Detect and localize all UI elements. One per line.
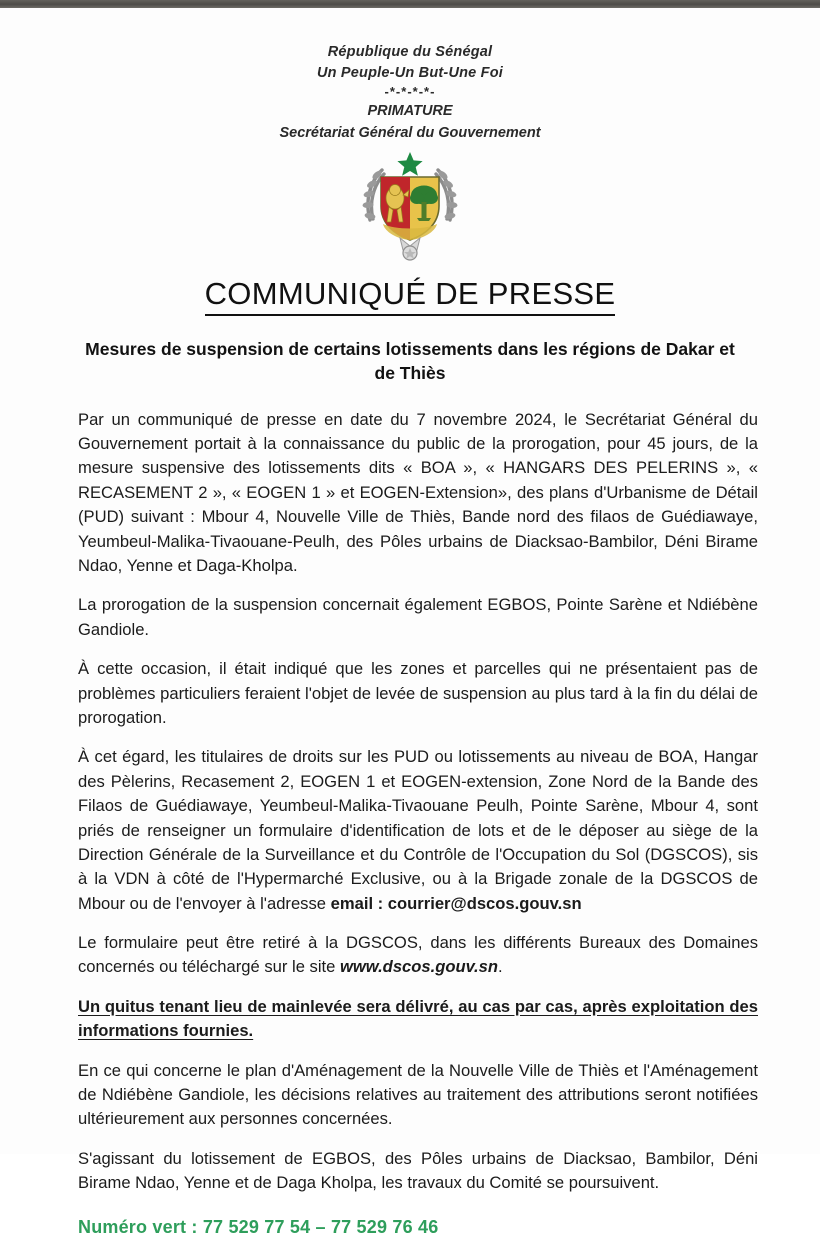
department-name: Secrétariat Général du Gouvernement — [279, 124, 541, 141]
document-body — [0, 386, 820, 1196]
decorative-separator: -*-*-*-*- — [384, 84, 436, 100]
paragraph-4-text: À cet égard, les titulaires de droits sur les PUD ou lotissements au niveau de BOA, Hangar des Pèlerins, Recasement 2, EOGEN 1 et EOGEN-extension, Zone Nord de la Bande des Filaos de Guédiawaye, Yeumbeul-Malika-Tivaouane Peulh, Pointe Sarène, Mbour 4, sont priés de renseigner un formulaire d'identification de lots et de le déposer au siège de la Direction Générale de la Surveillance et du Contrôle de l'Occupation du Sol (DGSCOS), sis à la VDN à côté de l'Hypermarché Exclusive, ou à la Brigade zonale de la DGSCOS de Mbour ou de l'envoyer à l'adresse — [78, 747, 758, 913]
document-page — [0, 8, 820, 1237]
paragraph-5-tail: . — [497, 957, 503, 977]
letterhead — [0, 8, 820, 144]
paragraph-3: À cette occasion, il était indiqué que les zones et parcelles qui ne présentaient pas de problèmes particuliers feraient l'objet de levée de suspension au plus tard à la fin du délai de prorogation. — [78, 659, 758, 727]
website-link[interactable]: www.dscos.gouv.sn — [339, 957, 498, 977]
hotline-number: Numéro vert : 77 529 77 54 – 77 529 76 46 — [78, 1216, 439, 1237]
paragraph-4 — [78, 745, 758, 916]
paragraph-2: La prorogation de la suspension concernait également EGBOS, Pointe Sarène et Ndiébène Gandiole. — [78, 595, 758, 639]
country-name: République du Sénégal — [327, 44, 493, 60]
institution-name: PRIMATURE — [367, 102, 453, 119]
page-title — [0, 276, 820, 312]
paragraph-7: En ce qui concerne le plan d'Aménagement de la Nouvelle Ville de Thiès et l'Aménagement de Ndiébène Gandiole, les décisions relatives au traitement des attributions seront notifiées ultérieurement aux personnes concernées. — [78, 1060, 758, 1129]
paragraph-1: Par un communiqué de presse en date du 7 novembre 2024, le Secrétariat Général du Gouvernement portait à la connaissance du public de la prorogation, pour 45 jours, de la mesure suspensive des lotissements dits « BOA », « HANGARS DES PELERINS », « RECASEMENT 2 », « EOGEN 1 » et EOGEN-Extension», des plans d'Urbanisme de Détail (PUD) suivant : Mbour 4, Nouvelle Ville de Thiès, Bande nord des filaos de Guédiawaye, Yeumbeul-Malika-Tivaouane-Peulh, des Pôles urbains de Diacksao-Bambilor, Déni Birame Ndao, Yenne et Daga-Kholpa. — [78, 409, 758, 576]
emblem-container — [0, 150, 820, 262]
scan-edge-bar — [0, 0, 820, 8]
paragraph-8: S'agissant du lotissement de EGBOS, des Pôles urbains de Diacksao, Bambilor, Déni Birame Ndao, Yenne et de Daga Kholpa, les travaux du Comité se poursuivent. — [78, 1148, 758, 1193]
page-title-text: COMMUNIQUÉ DE PRESSE — [205, 276, 616, 316]
coat-of-arms-icon — [351, 150, 469, 262]
contact-email: email : courrier@dscos.gouv.sn — [330, 893, 582, 913]
paragraph-5-text: Le formulaire peut être retiré à la DGSCOS, dans les différents Bureaux des Domaines concernés ou téléchargé sur le site — [78, 933, 758, 977]
page-subtitle: Mesures de suspension de certains lotissements dans les régions de Dakar et de Thiès — [85, 339, 735, 384]
paragraph-emphasis: Un quitus tenant lieu de mainlevée sera délivré, au cas par cas, après exploitation des informations fournies. — [78, 996, 758, 1041]
national-motto: Un Peuple-Un But-Une Foi — [316, 65, 504, 82]
paragraph-5 — [78, 931, 758, 980]
